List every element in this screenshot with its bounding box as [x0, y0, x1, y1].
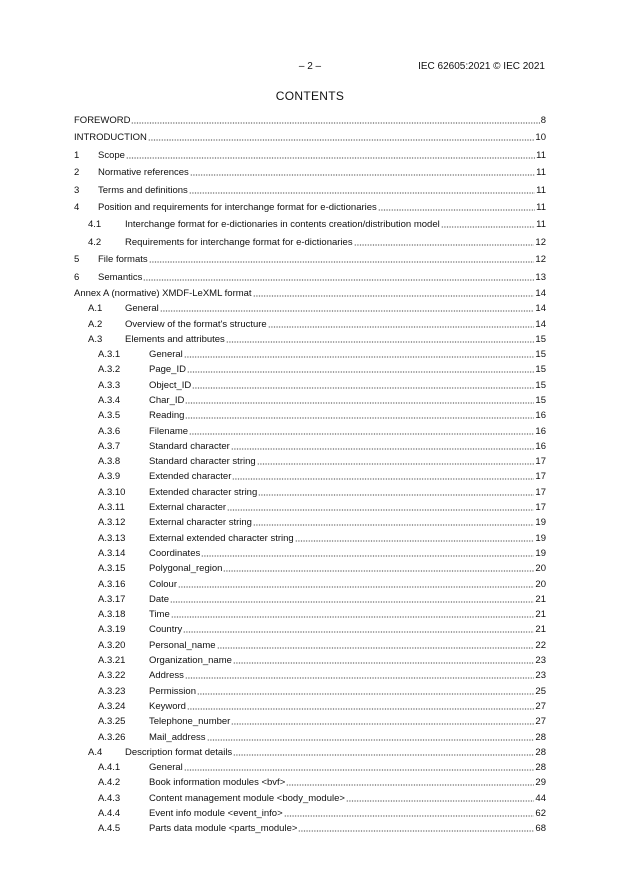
toc-entry-title: Organization_name	[149, 655, 232, 667]
dot-leader	[189, 185, 535, 194]
toc-entry-number: A.3.5	[98, 410, 121, 422]
toc-entry-title: Normative references	[98, 167, 189, 179]
dot-leader	[187, 701, 534, 710]
toc-entry-number: A.4.5	[98, 823, 121, 835]
dot-leader	[143, 272, 534, 281]
toc-entry-title: Time	[149, 609, 170, 621]
toc-entry[interactable]	[74, 607, 546, 622]
toc-entry-title: Coordinates	[149, 547, 201, 559]
toc-entry[interactable]	[74, 234, 546, 251]
toc-entry-page: 11	[536, 201, 546, 213]
dot-leader	[149, 254, 535, 263]
toc-entry[interactable]	[74, 301, 546, 316]
toc-entry[interactable]	[74, 251, 546, 268]
document-identifier: IEC 62605:2021 © IEC 2021	[418, 61, 545, 72]
toc-entry-title: Polygonal_region	[149, 563, 223, 575]
toc-entry-title: Colour	[149, 578, 177, 590]
toc-entry-page: 62	[535, 808, 546, 819]
toc-entry-title: Terms and definitions	[98, 184, 188, 196]
toc-entry-number: A.3.20	[98, 639, 126, 651]
toc-entry-title: Elements and attributes	[125, 333, 225, 345]
toc-entry-title: Extended character	[149, 471, 232, 483]
toc-entry[interactable]	[74, 821, 546, 836]
toc-entry[interactable]	[74, 362, 546, 377]
dot-leader	[258, 487, 534, 496]
toc-entry-title: Telephone_number	[149, 716, 231, 728]
toc-entry-number: A.1	[88, 303, 103, 315]
toc-entry-number: A.3	[88, 333, 103, 345]
toc-entry-title: Date	[149, 593, 170, 605]
dot-leader	[346, 793, 534, 802]
dot-leader	[201, 548, 534, 557]
toc-entry-title: Personal_name	[149, 639, 216, 651]
toc-entry-number: A.3.17	[98, 593, 126, 605]
toc-entry[interactable]	[74, 182, 546, 199]
toc-entry-page: 27	[535, 700, 546, 712]
dot-leader	[184, 762, 535, 771]
page-number: – 2 –	[298, 61, 322, 72]
toc-entry-page: 19	[535, 547, 546, 559]
toc-entry-title: Mail_address	[149, 731, 206, 743]
contents-heading: CONTENTS	[275, 89, 345, 103]
dot-leader	[232, 471, 534, 480]
toc-entry-title: Keyword	[149, 700, 186, 712]
toc-entry-number: A.3.6	[98, 425, 121, 437]
toc-entry[interactable]	[74, 638, 546, 653]
toc-entry-page: 17	[535, 456, 546, 468]
dot-leader	[189, 426, 534, 435]
toc-entry-title: Address	[149, 670, 184, 682]
toc-entry-page: 22	[535, 639, 546, 651]
toc-entry[interactable]	[74, 653, 546, 668]
toc-entry-page: 16	[535, 425, 546, 437]
toc-entry[interactable]	[74, 378, 546, 393]
toc-entry-title: External character	[149, 502, 227, 514]
toc-entry-page: 17	[535, 502, 546, 514]
toc-entry-number: A.3.24	[98, 700, 126, 712]
dot-leader	[197, 686, 534, 695]
toc-entry-page: 8	[540, 115, 546, 126]
toc-entry-title: Standard character string	[149, 456, 256, 468]
dot-leader	[178, 579, 534, 588]
toc-entry[interactable]	[74, 393, 546, 408]
toc-entry-number: A.3.7	[98, 440, 121, 452]
toc-entry-page: 29	[535, 777, 546, 789]
toc-entry-number: A.3.22	[98, 670, 126, 682]
toc-entry-number: A.4.1	[98, 762, 121, 774]
toc-entry-title: Permission	[149, 685, 196, 697]
dot-leader	[207, 732, 535, 741]
toc-entry-number: A.4.3	[98, 792, 121, 804]
dot-leader	[185, 410, 534, 419]
toc-entry[interactable]	[74, 424, 546, 439]
toc-entry-number: A.3.10	[98, 486, 126, 498]
toc-entry-number: 4.2	[88, 236, 102, 248]
toc-entry[interactable]	[74, 760, 546, 775]
toc-entry-title: Event info module <event_info>	[149, 808, 283, 819]
toc-entry-page: 20	[535, 563, 546, 575]
toc-entry[interactable]	[74, 286, 546, 301]
toc-entry-title: Overview of the format's structure	[125, 318, 267, 330]
toc-entry-number: A.3.21	[98, 655, 126, 667]
toc-entry-number: A.3.26	[98, 731, 126, 743]
dot-leader	[253, 517, 534, 526]
toc-entry-number: A.3.4	[98, 394, 121, 406]
dot-leader	[126, 150, 535, 159]
toc-entry-number: 4.1	[88, 219, 102, 231]
toc-entry-number: 4	[74, 201, 80, 213]
toc-entry-page: 14	[535, 287, 546, 299]
toc-entry-title: Annex A (normative) XMDF-LeXML format	[74, 287, 252, 299]
toc-entry-title: Semantics	[98, 271, 143, 283]
toc-entry-number: A.4.2	[98, 777, 121, 789]
dot-leader	[190, 167, 535, 176]
toc-entry-page: 15	[535, 349, 546, 361]
toc-entry[interactable]	[74, 531, 546, 546]
toc-entry-number: A.3.15	[98, 563, 126, 575]
dot-leader	[185, 670, 535, 679]
dot-leader	[286, 777, 534, 786]
toc-entry-number: A.3.12	[98, 517, 126, 529]
dot-leader	[223, 563, 534, 572]
toc-entry-page: 19	[535, 517, 546, 529]
toc-entry-number: A.3.13	[98, 532, 126, 544]
toc-entry[interactable]	[74, 164, 546, 181]
toc-entry-page: 16	[535, 440, 546, 452]
toc-entry-page: 21	[535, 609, 546, 621]
dot-leader	[226, 334, 535, 343]
dot-leader	[171, 609, 535, 618]
toc-entry[interactable]	[74, 546, 546, 561]
toc-entry[interactable]	[74, 668, 546, 683]
toc-entry[interactable]	[74, 745, 546, 760]
toc-entry[interactable]	[74, 622, 546, 637]
toc-entry-title: External character string	[149, 517, 252, 529]
toc-entry-number: A.3.18	[98, 609, 126, 621]
toc-entry[interactable]	[74, 714, 546, 729]
dot-leader	[148, 132, 535, 141]
toc-entry-title: Page_ID	[149, 364, 186, 376]
dot-leader	[441, 219, 535, 228]
toc-entry-number: A.2	[88, 318, 103, 330]
toc-entry[interactable]	[74, 485, 546, 500]
toc-entry-number: A.3.1	[98, 349, 121, 361]
toc-entry-page: 16	[535, 410, 546, 422]
dot-leader	[231, 716, 534, 725]
toc-entry[interactable]	[74, 775, 546, 790]
toc-entry-number: A.3.11	[98, 502, 125, 514]
toc-entry-number: A.3.9	[98, 471, 121, 483]
dot-leader	[233, 747, 534, 756]
dot-leader	[253, 288, 535, 297]
dot-leader	[170, 594, 534, 603]
toc-entry[interactable]	[74, 408, 546, 423]
toc-entry-number: A.3.23	[98, 685, 126, 697]
toc-entry[interactable]	[74, 469, 546, 484]
toc-entry-title: Book information modules <bvf>	[149, 777, 286, 789]
toc-entry[interactable]	[74, 129, 546, 146]
toc-entry-number: A.3.16	[98, 578, 126, 590]
toc-entry-number: 6	[74, 271, 80, 283]
dot-leader	[183, 624, 534, 633]
dot-leader	[131, 115, 539, 124]
toc-entry[interactable]	[74, 216, 546, 233]
toc-entry[interactable]	[74, 684, 546, 699]
dot-leader	[187, 364, 534, 373]
dot-leader	[185, 395, 534, 404]
toc-entry-page: 15	[535, 333, 546, 345]
toc-entry-title: General	[125, 303, 159, 315]
toc-entry-page: 23	[535, 655, 546, 667]
toc-entry[interactable]	[74, 561, 546, 576]
toc-entry[interactable]	[74, 500, 546, 515]
toc-entry-title: FOREWORD	[74, 115, 131, 126]
toc-entry[interactable]	[74, 454, 546, 469]
toc-entry[interactable]	[74, 199, 546, 216]
dot-leader	[233, 655, 535, 664]
toc-entry[interactable]	[74, 439, 546, 454]
toc-entry-title: Position and requirements for interchange format for e-dictionaries	[98, 201, 377, 213]
toc-entry-title: Char_ID	[149, 394, 185, 406]
toc-entry[interactable]	[74, 147, 546, 164]
toc-entry-title: General	[149, 762, 183, 774]
toc-entry-page: 28	[535, 731, 546, 743]
toc-entry-page: 10	[535, 132, 546, 144]
toc-entry-number: 2	[74, 167, 80, 179]
toc-entry-title: Content management module <body_module>	[149, 792, 345, 804]
toc-entry-title: Description format details	[125, 746, 233, 758]
dot-leader	[284, 808, 535, 817]
toc-entry-number: 3	[74, 184, 80, 196]
toc-entry-page: 13	[535, 271, 546, 283]
dot-leader	[378, 202, 535, 211]
toc-entry-page: 11	[536, 149, 546, 161]
dot-leader	[354, 237, 535, 246]
toc-entry-page: 14	[535, 303, 546, 315]
toc-entry-title: Interchange format for e-dictionaries in contents creation/distribution model	[125, 219, 440, 231]
dot-leader	[231, 441, 535, 450]
toc-entry-title: Object_ID	[149, 379, 192, 391]
dot-leader	[295, 533, 535, 542]
toc-entry-number: 1	[74, 149, 80, 161]
toc-entry-page: 21	[535, 624, 546, 636]
toc-entry-page: 11	[536, 219, 546, 231]
dot-leader	[217, 640, 535, 649]
dot-leader	[298, 823, 534, 832]
dot-leader	[257, 456, 535, 465]
toc-entry[interactable]	[74, 791, 546, 806]
toc-entry[interactable]	[74, 592, 546, 607]
toc-entry-page: 17	[535, 486, 546, 498]
toc-entry-page: 28	[535, 762, 546, 774]
toc-entry-page: 25	[535, 685, 546, 697]
toc-entry-title: Standard character	[149, 440, 230, 452]
toc-entry-number: A.3.14	[98, 547, 126, 559]
toc-entry[interactable]	[74, 347, 546, 362]
toc-entry-title: Requirements for interchange format for e-dictionaries	[125, 236, 353, 248]
toc-entry-page: 23	[535, 670, 546, 682]
toc-entry-title: File formats	[98, 254, 148, 266]
toc-entry-number: A.4	[88, 746, 103, 758]
toc-entry[interactable]	[74, 699, 546, 714]
toc-entry[interactable]	[74, 112, 546, 129]
toc-entry-page: 15	[535, 364, 546, 376]
toc-entry[interactable]	[74, 515, 546, 530]
toc-entry-title: General	[149, 349, 183, 361]
toc-entry-number: A.3.3	[98, 379, 121, 391]
toc-entry[interactable]	[74, 317, 546, 332]
toc-entry[interactable]	[74, 332, 546, 347]
toc-entry-page: 17	[535, 471, 546, 483]
toc-entry-number: A.3.2	[98, 364, 121, 376]
toc-entry-page: 27	[535, 716, 546, 728]
toc-entry[interactable]	[74, 806, 546, 821]
toc-entry-number: A.3.8	[98, 456, 121, 468]
toc-entry-number: 5	[74, 254, 80, 266]
toc-entry-page: 12	[535, 254, 546, 266]
toc-entry-page: 15	[535, 379, 546, 391]
toc-entry-title: Extended character string	[149, 486, 258, 498]
toc-entry[interactable]	[74, 730, 546, 745]
toc-entry-number: A.3.19	[98, 624, 126, 636]
dot-leader	[192, 380, 534, 389]
toc-entry-title: Parts data module <parts_module>	[149, 823, 298, 835]
toc-entry-page: 44	[535, 792, 546, 804]
toc-entry-page: 28	[535, 746, 546, 758]
toc-entry-page: 11	[536, 184, 546, 196]
toc-entry-page: 68	[535, 823, 546, 835]
toc-entry-page: 21	[535, 593, 546, 605]
toc-entry-title: Scope	[98, 149, 125, 161]
toc-entry-number: A.3.25	[98, 716, 126, 728]
toc-entry[interactable]	[74, 577, 546, 592]
table-of-contents	[74, 112, 546, 837]
toc-entry-page: 19	[535, 532, 546, 544]
dot-leader	[268, 319, 535, 328]
toc-entry-page: 12	[535, 236, 546, 248]
toc-entry-page: 20	[535, 578, 546, 590]
toc-entry-page: 14	[535, 318, 546, 330]
toc-entry-title: Country	[149, 624, 183, 636]
dot-leader	[184, 349, 535, 358]
dot-leader	[227, 502, 534, 511]
toc-entry-page: 15	[535, 394, 546, 406]
toc-entry-title: Reading	[149, 410, 185, 422]
dot-leader	[160, 303, 535, 312]
toc-entry-title: INTRODUCTION	[74, 132, 147, 144]
toc-entry-page: 11	[536, 167, 546, 179]
toc-entry-title: External extended character string	[149, 532, 294, 544]
toc-entry-number: A.4.4	[98, 808, 121, 819]
toc-entry-title: Filename	[149, 425, 189, 437]
toc-entry[interactable]	[74, 269, 546, 286]
